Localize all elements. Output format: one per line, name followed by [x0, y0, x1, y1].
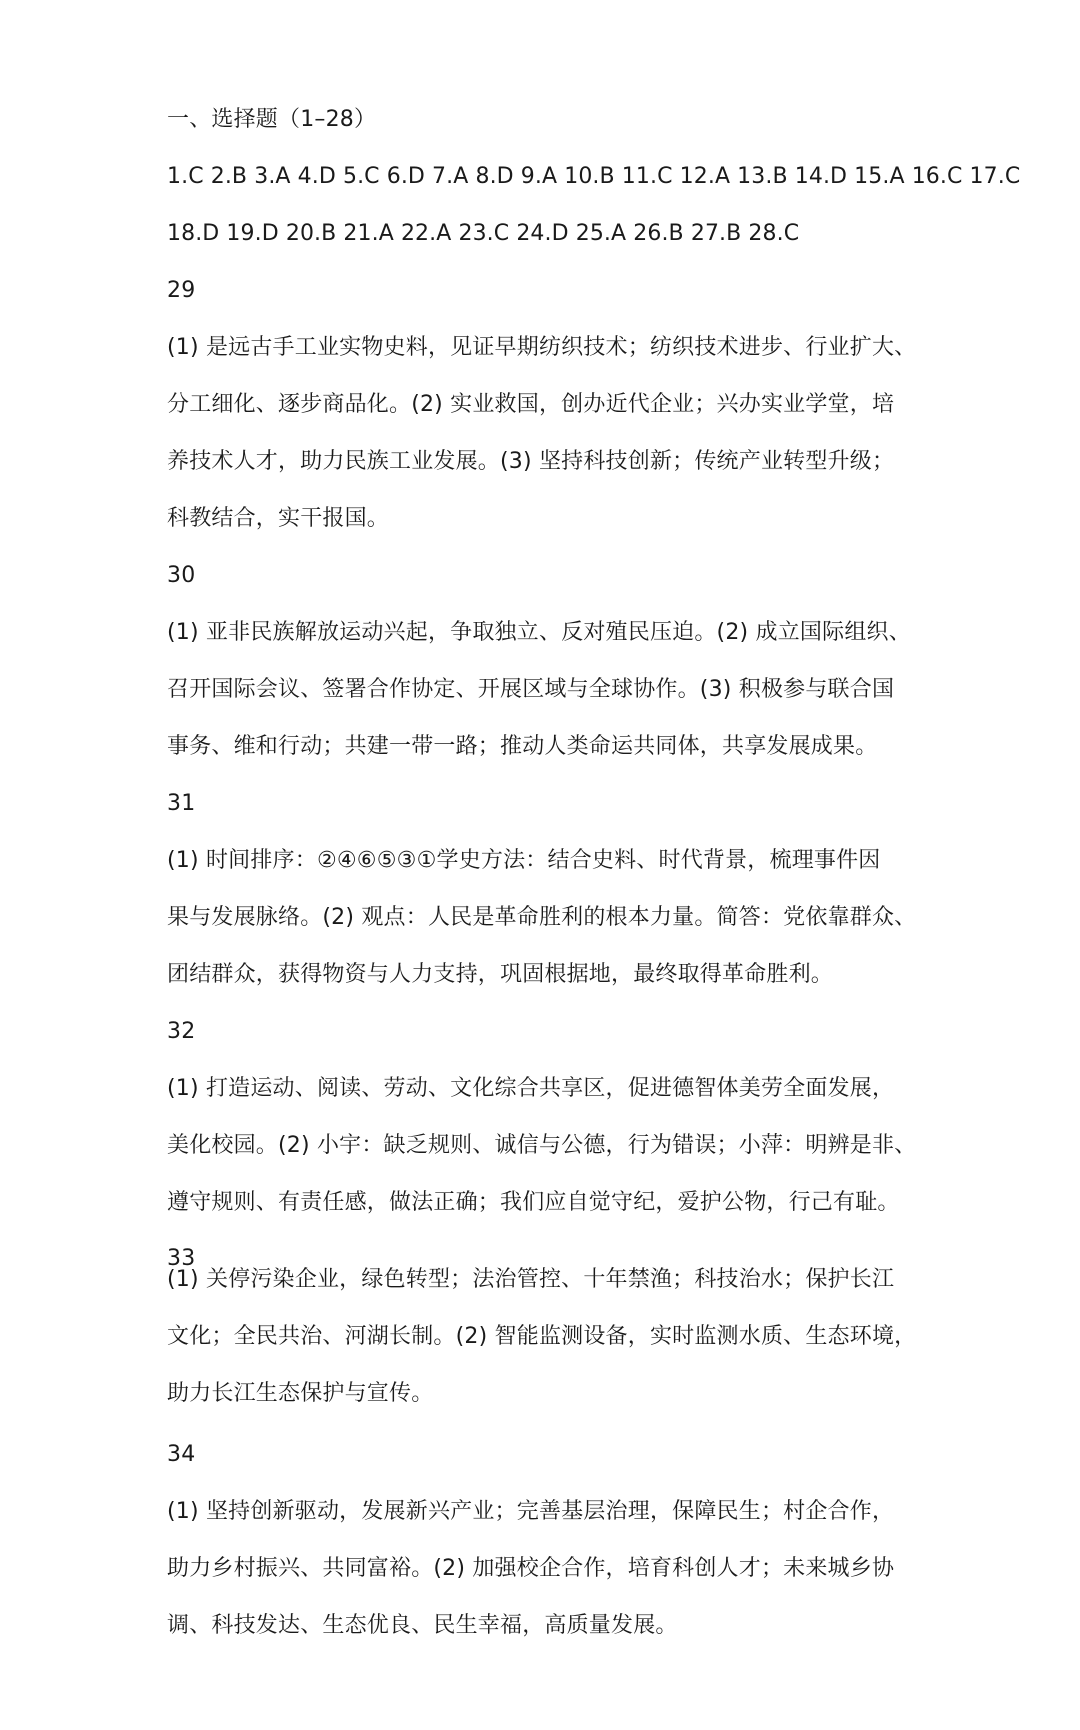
- answer-31-line-3: 团结群众，获得物资与人力支持，巩固根据地，最终取得革命胜利。: [167, 962, 834, 987]
- question-number-34: 34: [167, 1442, 196, 1467]
- answer-33-line-1: (1) 关停污染企业，绿色转型；法治管控、十年禁渔；科技治水；保护长江: [167, 1267, 895, 1292]
- choice-answers-line-2: 18.D 19.D 20.B 21.A 22.A 23.C 24.D 25.A 26.B 27.B 28.C: [167, 221, 800, 246]
- answer-32-line-3: 遵守规则、有责任感，做法正确；我们应自觉守纪，爱护公物，行己有耻。: [167, 1190, 900, 1215]
- answer-34-line-2: 助力乡村振兴、共同富裕。(2) 加强校企合作，培育科创人才；未来城乡协: [167, 1556, 895, 1581]
- answer-29-line-3: 养技术人才，助力民族工业发展。(3) 坚持科技创新；传统产业转型升级；: [167, 449, 895, 474]
- answer-30-line-1: (1) 亚非民族解放运动兴起，争取独立、反对殖民压迫。(2) 成立国际组织、: [167, 620, 911, 645]
- question-number-30: 30: [167, 563, 196, 588]
- question-number-29: 29: [167, 278, 196, 303]
- question-number-32: 32: [167, 1019, 196, 1044]
- answer-33-line-2: 文化；全民共治、河湖长制。(2) 智能监测设备，实时监测水质、生态环境，: [167, 1324, 917, 1349]
- answer-34-line-1: (1) 坚持创新驱动，发展新兴产业；完善基层治理，保障民生；村企合作，: [167, 1499, 895, 1524]
- question-number-33: 33: [167, 1246, 196, 1271]
- answer-32-line-1: (1) 打造运动、阅读、劳动、文化综合共享区，促进德智体美劳全面发展，: [167, 1076, 895, 1101]
- answer-29-line-2: 分工细化、逐步商品化。(2) 实业救国，创办近代企业；兴办实业学堂，培: [167, 392, 895, 417]
- question-number-31: 31: [167, 791, 196, 816]
- answer-29-line-4: 科教结合，实干报国。: [167, 506, 390, 531]
- answer-30-line-2: 召开国际会议、签署合作协定、开展区域与全球协作。(3) 积极参与联合国: [167, 677, 895, 702]
- answer-31-line-2: 果与发展脉络。(2) 观点：人民是革命胜利的根本力量。简答：党依靠群众、: [167, 905, 917, 930]
- answer-32-line-2: 美化校园。(2) 小宇：缺乏规则、诚信与公德，行为错误；小萍：明辨是非、: [167, 1133, 917, 1158]
- answer-30-line-3: 事务、维和行动；共建一带一路；推动人类命运共同体，共享发展成果。: [167, 734, 878, 759]
- section-title: 一、选择题（1–28）: [167, 107, 377, 132]
- answer-34-line-3: 调、科技发达、生态优良、民生幸福，高质量发展。: [167, 1613, 678, 1638]
- answer-33-line-3: 助力长江生态保护与宣传。: [167, 1381, 434, 1406]
- answer-31-line-1: (1) 时间排序：②④⑥⑤③①学史方法：结合史料、时代背景，梳理事件因: [167, 848, 881, 873]
- answer-29-line-1: (1) 是远古手工业实物史料，见证早期纺织技术；纺织技术进步、行业扩大、: [167, 335, 917, 360]
- choice-answers-line-1: 1.C 2.B 3.A 4.D 5.C 6.D 7.A 8.D 9.A 10.B 11.C 12.A 13.B 14.D 15.A 16.C 17.C: [167, 164, 1021, 189]
